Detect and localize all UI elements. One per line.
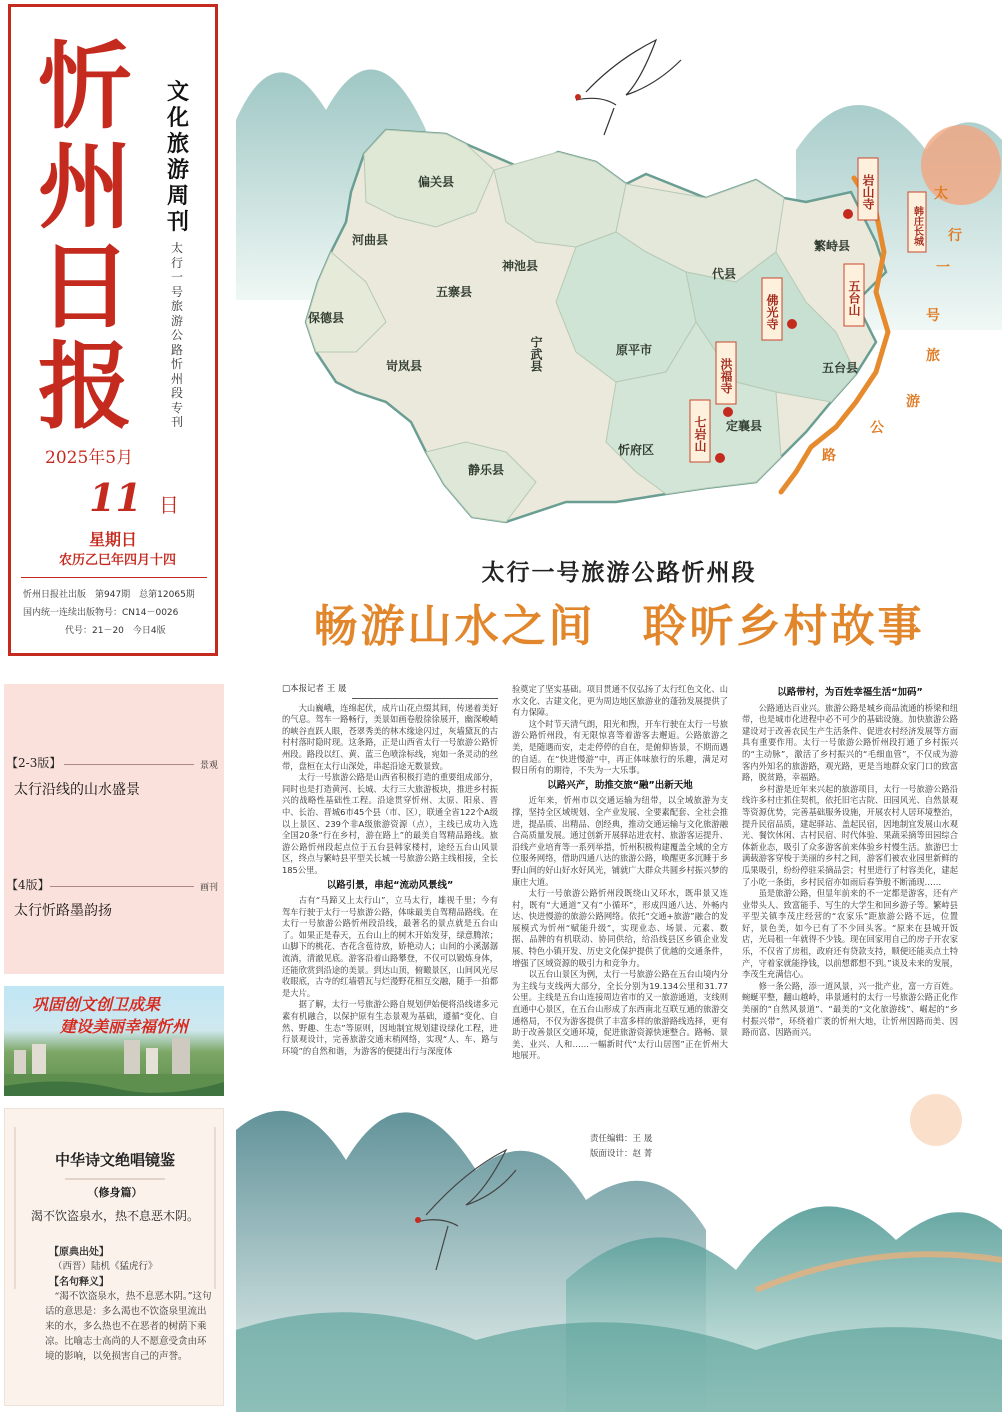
temple-tag-wutai xyxy=(844,264,864,326)
article-paragraph: 修一条公路，添一道风景，兴一批产业，富一方百姓。蜿蜒平整，翻山越岭，串景通村的太行一号旅游公路正化作美丽的“自然风景道”、“最美的“文化旅游线”、崛起的“乡村振兴带”，环绕着广袤的忻州大地，让忻州因路而美、因路而富、因路而兴。 xyxy=(742,980,958,1038)
article-paragraph: 近年来，忻州市以交通运输为纽带，以全域旅游为支撑，坚持全区域规划、全产业发展、全要素配套、全社会推进，提品质、出精品、创经典，推动交通运输与文化旅游融合高质量发展。通过创新开展驿站进农村、旅游客运提升、沿线产业培育等一系列举措，忻州积极构建覆盖全域的全方位服务网络，借助四通八达的旅游公路，唤醒更多沉睡于乡野山间的好山好水好风光，铺就广大群众共圆乡村振兴梦的康庄大道。 xyxy=(512,795,728,887)
article-paragraph: 公路通达百业兴。旅游公路是城乡商品流通的桥梁和纽带，也是城市化进程中必不可少的基础设施。加快旅游公路建设对于改善农民生产生活条件、促进农村经济发展等方面具有重要作用。太行一号旅游公路忻州段打通了乡村振兴的“主动脉”，激活了乡村振兴的“毛细血管”，不仅成为游客内外知名的旅游路，观光路，更是当地群众家门口的致富路，脱贫路，幸福路。 xyxy=(742,702,958,783)
weekly-title: 文化旅游周刊 xyxy=(166,79,189,235)
county-label: 定襄县 xyxy=(726,419,763,433)
poem-column-subtitle: （修身篇） xyxy=(87,1186,143,1199)
article-paragraph: 乡村游是近年来兴起的旅游项目，太行一号旅游公路沿线许多村庄抓住契机，依托旧宅古院、田园风光、自然景观等资源优势，完善基础服务设施，开展农村人居环境整治，提升民宿品质，建起驿站、盖起民宿，因地制宜发展山水观光、餐饮休闲、古村民宿、时代体验、果蔬采摘等田园综合体新业态，吸引了众多游客前来体验乡村慢生活。旅游巴士满载游客穿梭于美丽的乡村之间，游客们被农业园里新鲜的瓜果吸引，纷纷停驻采摘品尝；村里进行了村容美化，建起了小吃一条街，乡村民宿亦如雨后春笋般不断涌现…… xyxy=(742,783,958,887)
road-label-char: 旅 xyxy=(926,348,940,364)
county-label: 神池县 xyxy=(502,259,539,273)
article-paragraph: 据了解，太行一号旅游公路自规划伊始便将沿线诸多元素有机融合，以保护原有生态景观为基础，遵循“变化、自然、野趣、生态”等原则，因地制宜规划建设绿化工程，进行景观设计，完善旅游交通末梢网络，实现“人、车、路与环境”的自然和谐，为游客的便捷出行与深度体 xyxy=(282,999,498,1056)
road-label-char: 太 xyxy=(934,186,948,202)
poem-quote: 渴不饮盗泉水，热不息恶木阴。 xyxy=(30,1209,199,1223)
great-wall-tag xyxy=(908,192,926,252)
county-label: 代县 xyxy=(712,267,737,281)
article-paragraph: 大山巍峨，连绵起伏，成片山花点缀其间，传递着美好的气息。驾车一路畅行，美景如画卷般徐徐展开，幽深峻峭的峡谷直跃人眼，苍翠秀美的林木缘途闪过，灰墙黛瓦的古村村落时隐时现。这条路，正是山西省太行一号旅游公路忻州段。路段以红、黄、蓝三色喷涂标线，宛如一条灵动的丝带，盘桓在太行山深处，串起沿途无数景致。 xyxy=(282,702,498,771)
svg-text:宁武县: 宁武县 xyxy=(529,336,543,372)
special-edition-title: 太行一号旅游公路忻州段专刊 xyxy=(170,241,183,429)
ad-slogan-2: 建设美丽幸福忻州 xyxy=(60,1017,189,1036)
byline-rule xyxy=(352,698,498,699)
issue-day: 11 xyxy=(89,475,142,520)
county-label: 繁峙县 xyxy=(814,239,851,253)
index-page-2: 【4版】 xyxy=(6,878,50,892)
designer-name: 版面设计：赵 菁 xyxy=(590,1149,653,1159)
paper-name: 忻州日报 xyxy=(37,32,132,442)
editor-name: 责任编辑：王 晟 xyxy=(590,1134,653,1144)
county-label: 静乐县 xyxy=(468,463,505,477)
issn-info: 国内统一连续出版物号：CN14－0026 xyxy=(23,608,179,618)
article-paragraph: 虽是旅游公路，但显年前来的不一定都是游客，还有产业带头人、致富能手、写生的大学生和回乡游子等。繁峙县平型关镇李茂庄经营的“农家乐”距旅游公路不远，位置好，景色美，如今已有了不少回头客。“原来在县城开饭店，光局租一年就得不少钱。现在回家用自己的房子开农家乐，不仅省了房租，政府还有贷款支持，顺便还能卖点土特产，守着家就能挣钱，以前想都想不到。”谈及未来的发展，李茂生充满信心。 xyxy=(742,888,958,980)
svg-text:韩庄长城: 韩庄长城 xyxy=(911,206,923,246)
index-category-2: 画刊 xyxy=(200,883,219,893)
article-paragraph: 太行一号旅游公路是山西省积极打造的重要组成部分，同时也是打造黄河、长城、太行三大旅游板块，推进乡村振兴的战略性基础性工程。沿途贯穿忻州、太原、阳泉、晋中、长治、晋城6市45个县（市、区），联通全省122个A级以上景区、239个非A级旅游资源（点），主线已成功入选全国20条“行在乡村，游在路上”的最美自驾精品路线。旅游公路忻州段起点位于五台县韩家楼村，途经五台山风景区，终点与繁峙县平型关长城一号旅游公路主线相接，全长185公里。 xyxy=(282,772,498,875)
index-title-1[interactable]: 太行沿线的山水盛景 xyxy=(14,782,140,798)
article-paragraph: 以五台山景区为例，太行一号旅游公路在五台山境内分为主线与支线两大部分，全长分别为19.134公里和31.77公里。主线是五台山连接周边省市的又一旅游通道，支线则直通中心景区，在五台山形成了东西南北互联互通的旅游交通格局，不仅为游客提供了丰富多样的旅游路线选择，更有助于改善景区交通环境，促进旅游资源快速整合。路畅、景美、业兴、人和……一幅新时代“太行山居图”正在忻州大地展开。 xyxy=(512,969,728,1061)
article-paragraph: 这个时节天清气朗，阳光和煦，开车行驶在太行一号旅游公路忻州段，有无限惊喜等着游客去邂逅。公路旅游之美，是随遇而安，走走停停的自在，是俯仰皆景，不期而遇的自适。在“快进慢游”中，再正体味旅行的乐趣，满足对假日所有的期待，不失为一大乐事。 xyxy=(512,718,728,776)
article-column-3 xyxy=(742,684,958,1039)
road-label-char: 行 xyxy=(948,228,962,244)
issue-date: 2025年5月 xyxy=(45,448,134,468)
temple-tag-yanshan xyxy=(843,158,878,220)
publisher-info: 忻州日报社出版 第947期 总第12065期 xyxy=(23,590,195,600)
masthead xyxy=(8,4,218,656)
svg-text:五台山: 五台山 xyxy=(847,280,861,316)
county-label: 五寨县 xyxy=(436,285,473,299)
county-label: 原平市 xyxy=(616,343,653,357)
article-paragraph: 古有“马蹄又上太行山”，立马太行，雄视千里；今有驾车行驶于太行一号旅游公路，体味最美自驾精品路线。在太行一号旅游公路忻州段沿线，最著名的景点就是五台山了。如果正是春天，五台山上的树木开始发芽，绿意腾浓；山脚下的桃花、杏花含苞待放，娇艳动人；山间的小溪潺潺流淌，清澈见底。游客沿着山路攀登，不仅可以锻炼身体，还能欣赏到沿途的美景。到达山顶，俯瞰景区，山间风光尽收眼底，古寺的红墙碧瓦与烂漫野花相互交融，随手一拍都是大片。 xyxy=(282,895,498,998)
svg-text:佛光寺: 佛光寺 xyxy=(765,294,779,330)
county-label-vertical xyxy=(529,335,543,373)
road-label-char: 号 xyxy=(926,308,940,324)
issue-day-suffix: 日 xyxy=(159,493,179,517)
lunar-date: 农历乙巳年四月十四 xyxy=(59,553,177,568)
index-category-1: 景观 xyxy=(200,761,219,771)
masthead-divider xyxy=(21,577,207,578)
svg-text:洪福寺: 洪福寺 xyxy=(719,358,733,394)
county-label: 保德县 xyxy=(308,311,345,325)
weekday: 星期日 xyxy=(89,530,138,549)
county-label: 五台县 xyxy=(822,361,859,375)
article-paragraph: 验奠定了坚实基础。项目贯通不仅弘扬了太行红色文化、山水文化、古建文化，更为周边地区旅游业的蓬勃发展提供了有力保障。 xyxy=(512,684,728,718)
county-label: 河曲县 xyxy=(352,233,389,247)
index-title-2[interactable]: 太行忻路墨韵扬 xyxy=(14,903,112,919)
article-column-1 xyxy=(282,684,498,1057)
road-label-char: 路 xyxy=(822,448,836,464)
article-byline: □本报记者 王 晟 xyxy=(282,684,347,694)
article-subheading: 以路带村，为百姓幸福生活“加码” xyxy=(777,687,923,698)
article-column-2 xyxy=(512,684,728,1062)
editor-credits xyxy=(590,1132,652,1162)
article-subheading: 以路兴产，助推交旅“融”出新天地 xyxy=(547,779,693,791)
index-page-1: 【2-3版】 xyxy=(6,756,62,770)
civic-ad-banner xyxy=(4,986,224,1096)
xinzhou-route-map xyxy=(236,2,1002,548)
road-label-char: 一 xyxy=(936,260,950,276)
svg-text:岩山寺: 岩山寺 xyxy=(861,174,875,210)
article-subheading: 以路引景，串起“流动风景线” xyxy=(326,879,454,891)
poem-explanation: “渴不饮盗泉水，热不息恶木阴。”这句话的意思是：多么渴也不饮盗泉里流出来的水，多么热也不在恶者的树荫下乘凉。比喻志士高尚的人不愿意受贪由环境的影响，以免损害自己的声誉。 xyxy=(45,1291,212,1362)
index-divider xyxy=(50,886,194,887)
postal-code-info: 代号：21－20 今日4版 xyxy=(65,626,166,636)
county-label: 岢岚县 xyxy=(386,359,423,373)
poem-column-title: 中华诗文绝唱镜鉴 xyxy=(54,1151,175,1169)
ad-slogan-1: 巩固创文创卫成果 xyxy=(32,995,161,1014)
county-label: 偏关县 xyxy=(418,175,455,189)
svg-text:七岩山: 七岩山 xyxy=(693,416,707,452)
poem-source-label: 【原典出处】 xyxy=(49,1247,109,1258)
index-divider xyxy=(64,764,194,765)
headline-subtitle: 太行一号旅游公路忻州段 xyxy=(481,559,757,586)
poem-explain-label: 【名句释义】 xyxy=(49,1277,109,1288)
road-label-char: 游 xyxy=(906,394,920,410)
article-paragraph: 太行一号旅游公路忻州段既绕山又环水，既串景又连村，既有“大通道”又有“小循环”，形成四通八达、外畅内达、快进慢游的旅游公路网络。依托“交通+旅游”融合的发展模式为忻州“赋能升级”，实现业态、场景、元素、数据、品牌的有机联动、协同供给，给沿线县区乡镇企业发展、特色小镇开发、历史文化保护提供了优越的交通条件，增强了区域资源的吸引力和竞争力。 xyxy=(512,888,728,968)
headline-main: 畅游山水之间 聆听乡村故事 xyxy=(313,601,925,652)
county-label: 忻府区 xyxy=(618,443,655,457)
poetry-column xyxy=(4,1108,224,1406)
road-label-char: 公 xyxy=(870,420,884,436)
city-skyline-image xyxy=(4,1036,224,1096)
poem-source: （西晋）陆机《猛虎行》 xyxy=(53,1261,158,1272)
page-index xyxy=(4,684,224,974)
